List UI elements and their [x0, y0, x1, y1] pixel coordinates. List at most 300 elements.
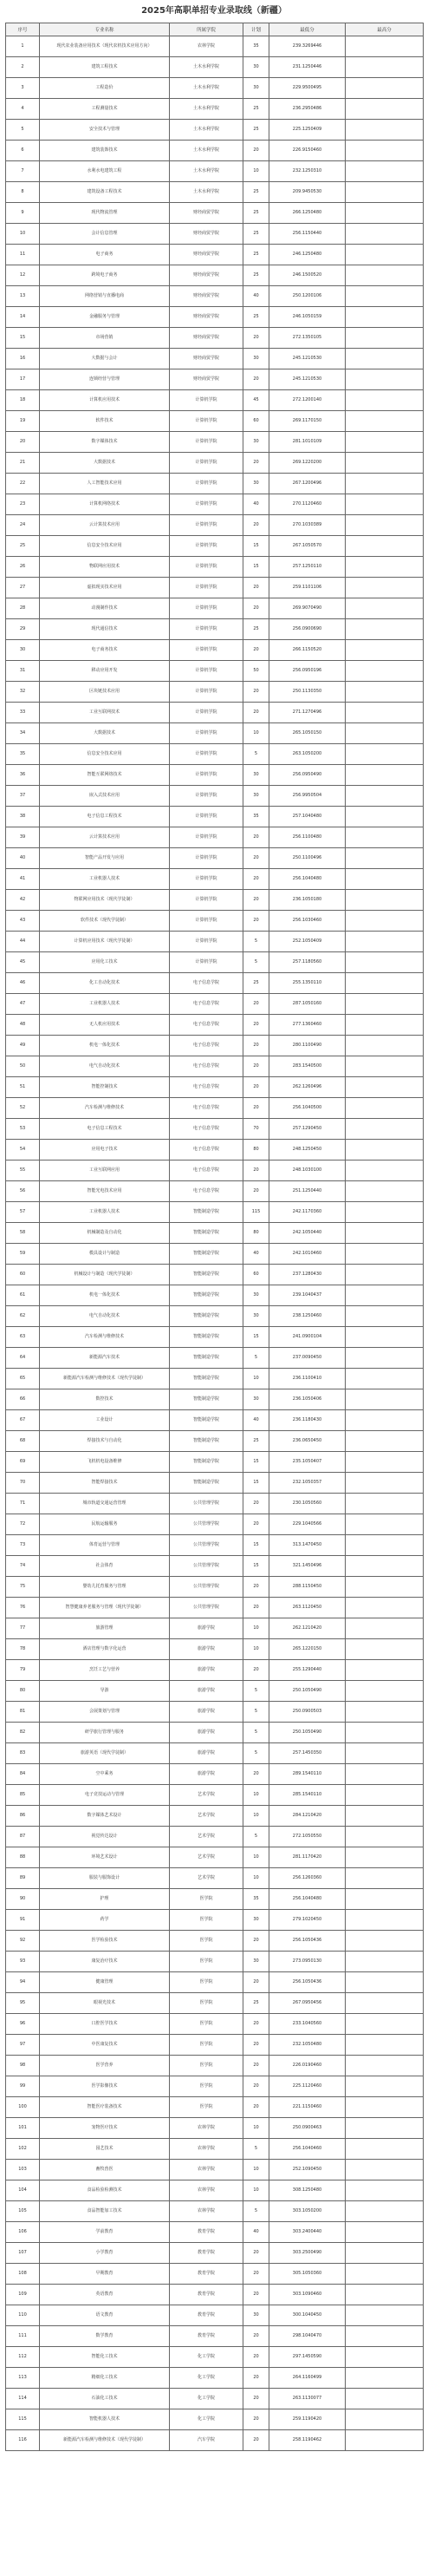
cell-plan: 20	[243, 1494, 269, 1514]
table-row	[6, 2347, 424, 2368]
cell-plan: 5	[243, 952, 269, 973]
cell-min-score: 239.1040437	[269, 1285, 346, 1306]
table-row	[6, 1223, 424, 1244]
cell-index: 9	[6, 203, 40, 224]
cell-college: 计算机学院	[170, 619, 243, 640]
cell-major: 畜牧兽医	[40, 2160, 170, 2180]
cell-max-score	[346, 2160, 424, 2180]
cell-max-score	[346, 536, 424, 557]
cell-max-score	[346, 182, 424, 203]
cell-max-score	[346, 1077, 424, 1098]
cell-min-score: 257.1250110	[269, 557, 346, 578]
cell-min-score: 250.1050490	[269, 1723, 346, 1743]
cell-min-score: 281.1170420	[269, 1847, 346, 1868]
cell-index: 33	[6, 703, 40, 723]
table-row	[6, 390, 424, 411]
cell-plan: 5	[243, 1348, 269, 1369]
cell-min-score: 250.1130350	[269, 682, 346, 703]
table-row	[6, 2264, 424, 2285]
cell-index: 64	[6, 1348, 40, 1369]
cell-min-score: 288.1150450	[269, 1577, 346, 1598]
cell-plan: 10	[243, 2180, 269, 2201]
cell-plan: 20	[243, 2285, 269, 2305]
table-row	[6, 328, 424, 349]
cell-min-score: 246.1500520	[269, 265, 346, 286]
cell-min-score: 269.1220200	[269, 453, 346, 474]
cell-major: 工程测量技术	[40, 99, 170, 120]
cell-college: 旅游学院	[170, 1702, 243, 1723]
cell-major: 医学营养	[40, 2056, 170, 2076]
cell-major: 建筑设备工程技术	[40, 182, 170, 203]
cell-major: 园艺技术	[40, 2139, 170, 2160]
cell-index: 62	[6, 1306, 40, 1327]
cell-major: 电子商务技术	[40, 640, 170, 661]
cell-max-score	[346, 2097, 424, 2118]
table-row	[6, 78, 424, 99]
cell-college: 电子信息学院	[170, 1140, 243, 1161]
cell-index: 76	[6, 1598, 40, 1618]
cell-plan: 25	[243, 203, 269, 224]
cell-max-score	[346, 1556, 424, 1577]
cell-index: 109	[6, 2285, 40, 2305]
cell-major: 现代物流管理	[40, 203, 170, 224]
cell-max-score	[346, 369, 424, 390]
cell-college: 艺术学院	[170, 1785, 243, 1806]
cell-plan: 80	[243, 1140, 269, 1161]
cell-major: 信息安全技术应用	[40, 536, 170, 557]
cell-major: 跨境电子商务	[40, 265, 170, 286]
cell-plan: 30	[243, 1389, 269, 1410]
cell-max-score	[346, 786, 424, 807]
cell-major: 药学	[40, 1910, 170, 1931]
cell-plan: 30	[243, 78, 269, 99]
cell-min-score: 321.1450496	[269, 1556, 346, 1577]
table-row	[6, 1285, 424, 1306]
cell-plan: 15	[243, 1535, 269, 1556]
cell-index: 103	[6, 2160, 40, 2180]
cell-max-score	[346, 2347, 424, 2368]
cell-plan: 40	[243, 286, 269, 307]
cell-index: 39	[6, 827, 40, 848]
cell-plan: 30	[243, 432, 269, 453]
cell-min-score: 235.1050407	[269, 1452, 346, 1473]
cell-plan: 70	[243, 1119, 269, 1140]
cell-major: 宠物医疗技术	[40, 2118, 170, 2139]
cell-college: 计算机学院	[170, 390, 243, 411]
cell-major: 金融服务与管理	[40, 307, 170, 328]
cell-major: 水利水电建筑工程	[40, 161, 170, 182]
table-row	[6, 57, 424, 78]
cell-max-score	[346, 265, 424, 286]
cell-index: 100	[6, 2097, 40, 2118]
cell-max-score	[346, 474, 424, 494]
cell-major: 云计算技术应用	[40, 827, 170, 848]
table-row	[6, 203, 424, 224]
cell-min-score: 300.1040450	[269, 2305, 346, 2326]
cell-college: 计算机学院	[170, 661, 243, 682]
cell-min-score: 305.1050360	[269, 2264, 346, 2285]
cell-plan: 5	[243, 1702, 269, 1723]
cell-index: 7	[6, 161, 40, 182]
table-row	[6, 2118, 424, 2139]
cell-max-score	[346, 411, 424, 432]
cell-plan: 20	[243, 1161, 269, 1181]
cell-min-score: 270.1120460	[269, 494, 346, 515]
cell-plan: 30	[243, 2305, 269, 2326]
cell-min-score: 225.1250409	[269, 120, 346, 141]
cell-college: 财经商贸学院	[170, 286, 243, 307]
cell-college: 医学院	[170, 1952, 243, 1972]
cell-min-score: 238.1250460	[269, 1306, 346, 1327]
cell-max-score	[346, 1785, 424, 1806]
cell-major: 智能互联网络技术	[40, 765, 170, 786]
table-row	[6, 1473, 424, 1494]
cell-major: 新能源汽车检测与维修技术（现代学徒制）	[40, 2430, 170, 2451]
cell-major: 食品检验检测技术	[40, 2180, 170, 2201]
cell-min-score: 245.1210530	[269, 369, 346, 390]
cell-max-score	[346, 807, 424, 827]
cell-plan: 20	[243, 578, 269, 598]
cell-index: 29	[6, 619, 40, 640]
cell-index: 67	[6, 1410, 40, 1431]
cell-index: 21	[6, 453, 40, 474]
cell-plan: 60	[243, 411, 269, 432]
cell-min-score: 250.1100496	[269, 848, 346, 869]
table-row	[6, 2430, 424, 2451]
table-row	[6, 619, 424, 640]
table-row	[6, 2160, 424, 2180]
cell-max-score	[346, 911, 424, 932]
cell-major: 应用化工技术	[40, 952, 170, 973]
cell-min-score: 287.1050160	[269, 994, 346, 1015]
cell-major: 焊接技术与自动化	[40, 1431, 170, 1452]
cell-plan: 35	[243, 1889, 269, 1910]
cell-index: 13	[6, 286, 40, 307]
cell-min-score: 303.1090460	[269, 2285, 346, 2305]
cell-major: 大数据与会计	[40, 349, 170, 369]
table-row	[6, 1306, 424, 1327]
cell-min-score: 280.1100490	[269, 1036, 346, 1056]
cell-college: 医学院	[170, 2014, 243, 2035]
cell-college: 智能制造学院	[170, 1473, 243, 1494]
cell-plan: 20	[243, 848, 269, 869]
table-row	[6, 1077, 424, 1098]
cell-plan: 10	[243, 1847, 269, 1868]
cell-min-score: 289.1540110	[269, 1764, 346, 1785]
cell-index: 84	[6, 1764, 40, 1785]
cell-plan: 25	[243, 1431, 269, 1452]
cell-min-score: 256.0950196	[269, 661, 346, 682]
cell-major: 汽车检测与维修技术	[40, 1098, 170, 1119]
cell-plan: 20	[243, 827, 269, 848]
cell-plan: 15	[243, 1556, 269, 1577]
table-row	[6, 786, 424, 807]
cell-major: 学前教育	[40, 2222, 170, 2243]
cell-major: 信息安全技术应用	[40, 744, 170, 765]
cell-college: 电子信息学院	[170, 994, 243, 1015]
cell-min-score: 271.1270496	[269, 703, 346, 723]
cell-min-score: 259.1101106	[269, 578, 346, 598]
cell-min-score: 297.1450590	[269, 2347, 346, 2368]
cell-major: 导游	[40, 1681, 170, 1702]
cell-max-score	[346, 2201, 424, 2222]
table-row	[6, 1535, 424, 1556]
cell-max-score	[346, 2118, 424, 2139]
cell-index: 94	[6, 1972, 40, 1993]
cell-major: 人工智能技术应用	[40, 474, 170, 494]
cell-college: 电子信息学院	[170, 1098, 243, 1119]
cell-college: 土木水利学院	[170, 182, 243, 203]
cell-plan: 20	[243, 2430, 269, 2451]
cell-index: 37	[6, 786, 40, 807]
cell-college: 智能制造学院	[170, 1369, 243, 1389]
cell-min-score: 258.1190462	[269, 2430, 346, 2451]
cell-major: 工业设计	[40, 1410, 170, 1431]
cell-major: 语文教育	[40, 2305, 170, 2326]
cell-index: 52	[6, 1098, 40, 1119]
cell-major: 工业机器人技术	[40, 994, 170, 1015]
cell-min-score: 246.1050159	[269, 307, 346, 328]
cell-college: 公共管理学院	[170, 1494, 243, 1514]
cell-college: 公共管理学院	[170, 1577, 243, 1598]
cell-max-score	[346, 973, 424, 994]
cell-plan: 10	[243, 1639, 269, 1660]
cell-min-score: 265.1050150	[269, 723, 346, 744]
cell-college: 计算机学院	[170, 432, 243, 453]
cell-major: 机电一体化技术	[40, 1285, 170, 1306]
cell-plan: 20	[243, 2056, 269, 2076]
cell-college: 计算机学院	[170, 952, 243, 973]
table-row	[6, 578, 424, 598]
cell-major: 虚拟现实技术应用	[40, 578, 170, 598]
table-row	[6, 2409, 424, 2430]
cell-college: 公共管理学院	[170, 1535, 243, 1556]
cell-min-score: 256.1040480	[269, 1889, 346, 1910]
cell-min-score: 262.1210420	[269, 1618, 346, 1639]
cell-major: 智能机器人技术	[40, 2409, 170, 2430]
cell-college: 电子信息学院	[170, 1161, 243, 1181]
cell-college: 计算机学院	[170, 703, 243, 723]
table-row	[6, 1910, 424, 1931]
cell-college: 土木水利学院	[170, 99, 243, 120]
cell-min-score: 267.1200496	[269, 474, 346, 494]
cell-plan: 20	[243, 703, 269, 723]
cell-max-score	[346, 1119, 424, 1140]
cell-major: 体育运营与管理	[40, 1535, 170, 1556]
cell-plan: 20	[243, 1514, 269, 1535]
cell-max-score	[346, 99, 424, 120]
cell-index: 114	[6, 2389, 40, 2409]
cell-plan: 45	[243, 390, 269, 411]
cell-min-score: 255.1290440	[269, 1660, 346, 1681]
cell-major: 电气自动化技术	[40, 1056, 170, 1077]
cell-major: 新能源汽车技术	[40, 1348, 170, 1369]
table-row	[6, 1681, 424, 1702]
cell-college: 智能制造学院	[170, 1410, 243, 1431]
cell-index: 46	[6, 973, 40, 994]
cell-college: 旅游学院	[170, 1764, 243, 1785]
cell-plan: 30	[243, 57, 269, 78]
cell-index: 57	[6, 1202, 40, 1223]
cell-index: 26	[6, 557, 40, 578]
cell-min-score: 266.1250480	[269, 203, 346, 224]
cell-max-score	[346, 578, 424, 598]
cell-college: 计算机学院	[170, 640, 243, 661]
cell-college: 农林学院	[170, 2201, 243, 2222]
cell-college: 智能制造学院	[170, 1202, 243, 1223]
cell-min-score: 221.1150460	[269, 2097, 346, 2118]
cell-college: 电子信息学院	[170, 1077, 243, 1098]
cell-index: 10	[6, 224, 40, 245]
cell-max-score	[346, 286, 424, 307]
cell-college: 医学院	[170, 2056, 243, 2076]
cell-plan: 10	[243, 1806, 269, 1827]
cell-major: 烹饪工艺与营养	[40, 1660, 170, 1681]
cell-major: 现代通信技术	[40, 619, 170, 640]
cell-index: 14	[6, 307, 40, 328]
cell-major: 电子商务	[40, 245, 170, 265]
cell-major: 石油化工技术	[40, 2389, 170, 2409]
cell-index: 43	[6, 911, 40, 932]
cell-index: 30	[6, 640, 40, 661]
cell-min-score: 256.1040460	[269, 2139, 346, 2160]
table-row	[6, 1889, 424, 1910]
cell-major: 应用电子技术	[40, 1140, 170, 1161]
table-row	[6, 911, 424, 932]
cell-min-score: 255.1350110	[269, 973, 346, 994]
table-row	[6, 1452, 424, 1473]
cell-index: 80	[6, 1681, 40, 1702]
cell-college: 计算机学院	[170, 848, 243, 869]
table-row	[6, 1119, 424, 1140]
cell-major: 软件技术	[40, 411, 170, 432]
cell-index: 8	[6, 182, 40, 203]
table-header-row	[6, 23, 424, 36]
table-row	[6, 1140, 424, 1161]
cell-college: 医学院	[170, 1993, 243, 2014]
cell-college: 电子信息学院	[170, 1056, 243, 1077]
cell-college: 艺术学院	[170, 1847, 243, 1868]
cell-plan: 5	[243, 2201, 269, 2222]
cell-college: 智能制造学院	[170, 1452, 243, 1473]
cell-index: 107	[6, 2243, 40, 2264]
table-row	[6, 224, 424, 245]
table-row	[6, 536, 424, 557]
cell-plan: 20	[243, 1077, 269, 1098]
table-row	[6, 1514, 424, 1535]
cell-major: 眼视光技术	[40, 1993, 170, 2014]
cell-major: 电子竞技运动与管理	[40, 1785, 170, 1806]
table-row	[6, 182, 424, 203]
cell-college: 计算机学院	[170, 765, 243, 786]
cell-college: 计算机学院	[170, 723, 243, 744]
cell-plan: 20	[243, 2243, 269, 2264]
cell-plan: 20	[243, 1098, 269, 1119]
cell-index: 91	[6, 1910, 40, 1931]
cell-max-score	[346, 557, 424, 578]
cell-college: 医学院	[170, 2076, 243, 2097]
cell-college: 农林学院	[170, 2180, 243, 2201]
cell-index: 6	[6, 141, 40, 161]
cell-index: 20	[6, 432, 40, 453]
cell-college: 医学院	[170, 2097, 243, 2118]
cell-college: 智能制造学院	[170, 1265, 243, 1285]
cell-plan: 25	[243, 120, 269, 141]
cell-college: 教育学院	[170, 2305, 243, 2326]
table-row	[6, 2056, 424, 2076]
cell-index: 96	[6, 2014, 40, 2035]
cell-index: 18	[6, 390, 40, 411]
cell-plan: 30	[243, 474, 269, 494]
cell-index: 55	[6, 1161, 40, 1181]
cell-min-score: 246.1250480	[269, 245, 346, 265]
cell-max-score	[346, 1535, 424, 1556]
cell-max-score	[346, 1660, 424, 1681]
cell-plan: 20	[243, 1181, 269, 1202]
cell-college: 计算机学院	[170, 932, 243, 952]
cell-college: 教育学院	[170, 2326, 243, 2347]
cell-college: 化工学院	[170, 2368, 243, 2389]
cell-index: 61	[6, 1285, 40, 1306]
cell-plan: 30	[243, 1306, 269, 1327]
cell-plan: 20	[243, 1660, 269, 1681]
cell-college: 计算机学院	[170, 827, 243, 848]
cell-min-score: 267.1050570	[269, 536, 346, 557]
cell-max-score	[346, 1868, 424, 1889]
cell-max-score	[346, 1723, 424, 1743]
cell-plan: 20	[243, 1577, 269, 1598]
cell-college: 土木水利学院	[170, 57, 243, 78]
cell-min-score: 257.1450350	[269, 1743, 346, 1764]
cell-min-score: 233.1040560	[269, 2014, 346, 2035]
cell-index: 42	[6, 890, 40, 911]
cell-index: 82	[6, 1723, 40, 1743]
cell-min-score: 256.1040500	[269, 1098, 346, 1119]
table-row	[6, 36, 424, 57]
cell-college: 财经商贸学院	[170, 245, 243, 265]
cell-college: 智能制造学院	[170, 1285, 243, 1306]
table-row	[6, 2035, 424, 2056]
cell-index: 45	[6, 952, 40, 973]
cell-plan: 5	[243, 1743, 269, 1764]
cell-index: 51	[6, 1077, 40, 1098]
cell-max-score	[346, 1889, 424, 1910]
cell-max-score	[346, 1140, 424, 1161]
cell-plan: 25	[243, 182, 269, 203]
cell-major: 数学教育	[40, 2326, 170, 2347]
cell-min-score: 248.1030100	[269, 1161, 346, 1181]
cell-index: 4	[6, 99, 40, 120]
cell-major: 网络营销与直播电商	[40, 286, 170, 307]
cell-index: 12	[6, 265, 40, 286]
page-title: 2025年高职单招专业录取线（新疆）	[141, 6, 287, 16]
cell-major: 英语教育	[40, 2285, 170, 2305]
cell-plan: 25	[243, 1993, 269, 2014]
cell-index: 113	[6, 2368, 40, 2389]
table-row	[6, 661, 424, 682]
cell-major: 区块链技术应用	[40, 682, 170, 703]
cell-major: 机械设计与制造（现代学徒制）	[40, 1265, 170, 1285]
cell-max-score	[346, 2243, 424, 2264]
cell-index: 25	[6, 536, 40, 557]
cell-college: 旅游学院	[170, 1723, 243, 1743]
cell-index: 19	[6, 411, 40, 432]
table-row	[6, 2326, 424, 2347]
table-row	[6, 1036, 424, 1056]
table-row	[6, 494, 424, 515]
table-row	[6, 952, 424, 973]
cell-plan: 30	[243, 1910, 269, 1931]
